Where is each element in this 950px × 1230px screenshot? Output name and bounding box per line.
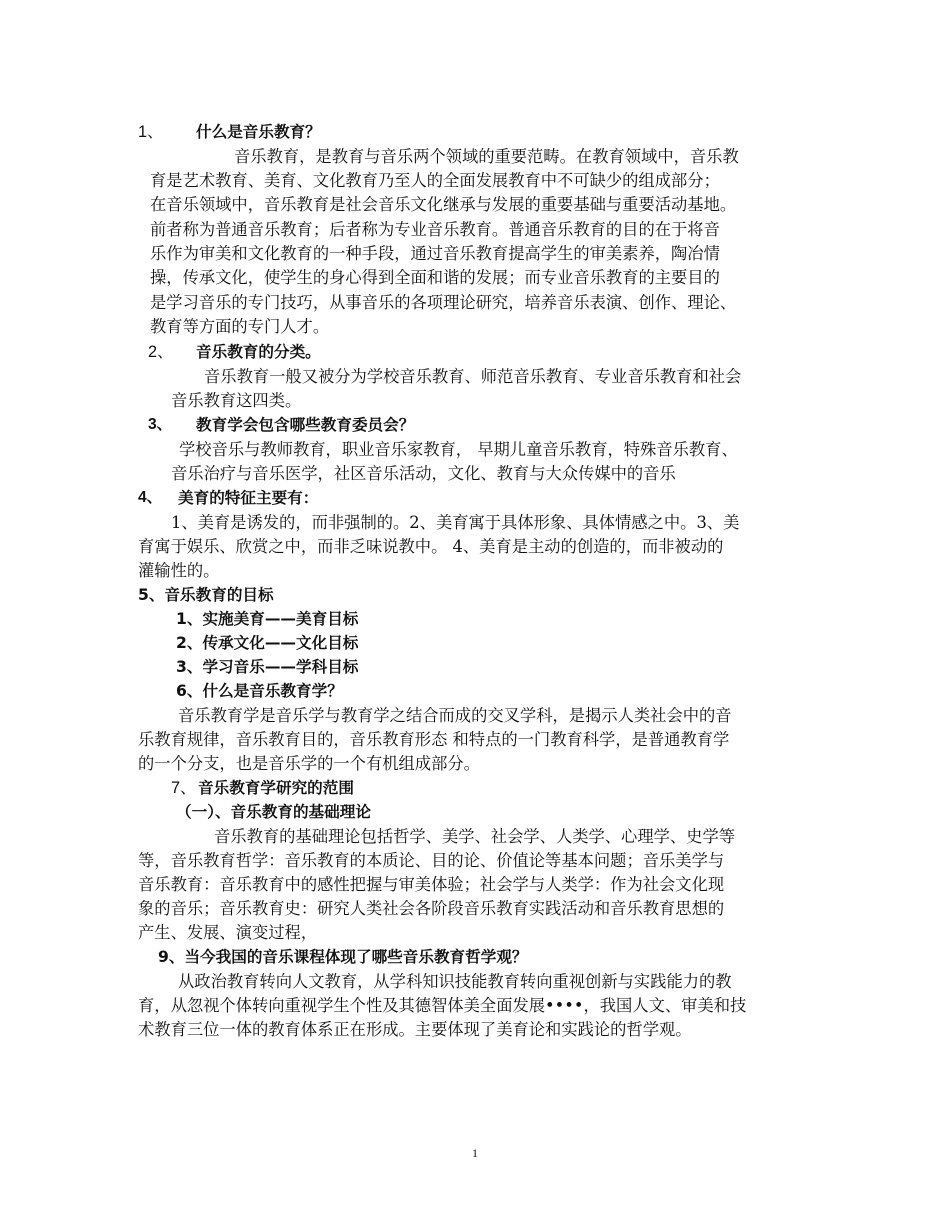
s7-line-3: 音乐教育：音乐教育中的感性把握与审美体验；社会学与人类学：作为社会文化现 [138, 875, 725, 894]
s9-line-1: 从政治教育转向人文教育，从学科知识技能教育转向重视创新与实践能力的教 [178, 972, 732, 991]
s2-number: 2、 [148, 343, 174, 361]
s7-line-1: 音乐教育的基础理论包括哲学、美学、社会学、人类学、心理学、史学等 [214, 827, 736, 846]
s1-line-1: 音乐教育，是教育与音乐两个领域的重要范畴。在教育领域中，音乐教 [234, 147, 739, 166]
s6-line-2: 乐教育规律，音乐教育目的，音乐教育形态 和特点的一门教育科学，是普通教育学 [138, 730, 730, 749]
s1-line-2: 育是艺术教育、美育、文化教育乃至人的全面发展教育中不可缺少的组成部分； [150, 171, 720, 190]
s1-heading: 什么是音乐教育？ [196, 123, 321, 141]
s6-heading: 6、什么是音乐教育学？ [176, 682, 343, 700]
s3-line-1: 学校音乐与教师教育，职业音乐家教育， 早期儿童音乐教育，特殊音乐教育、 [179, 440, 738, 459]
s3-line-2: 音乐治疗与音乐医学，社区音乐活动，文化、教育与大众传媒中的音乐 [171, 464, 676, 483]
s6-line-3: 的一个分支，也是音乐学的一个有机组成部分。 [138, 754, 480, 773]
s9-heading: 9、当今我国的音乐课程体现了哪些音乐教育哲学观？ [158, 948, 528, 966]
s4-heading: 美育的特征主要有： [178, 489, 319, 507]
s4-number: 4、 [138, 489, 163, 506]
s1-line-4: 前者称为普通音乐教育；后者称为专业音乐教育。普通音乐教育的目的在于将音 [150, 220, 720, 239]
s1-line-8: 教育等方面的专门人才。 [150, 317, 330, 336]
s9-line-3: 术教育三位一体的教育体系正在形成。主要体现了美育论和实践论的哲学观。 [138, 1020, 692, 1039]
s7-subheading: （一）、音乐教育的基础理论 [176, 803, 371, 821]
s4-line-3: 灌输性的。 [138, 561, 220, 580]
s7-line-2: 等，音乐教育哲学：音乐教育的本质论、目的论、价值论等基本问题；音乐美学与 [138, 851, 725, 870]
page-number: 1 [472, 1146, 478, 1160]
s5-heading: 5、音乐教育的目标 [138, 586, 274, 604]
s3-number: 3、 [148, 416, 173, 433]
s4-line-2: 育寓于娱乐、欣赏之中，而非乏味说教中。 4、美育是主动的创造的，而非被动的 [138, 537, 724, 556]
s1-line-6: 操，传承文化，使学生的身心得到全面和谐的发展；而专业音乐教育的主要目的 [150, 268, 720, 287]
s7-number: 7、 [171, 779, 197, 797]
s1-line-7: 是学习音乐的专门技巧，从事音乐的各项理论研究，培养音乐表演、创作、理论、 [150, 293, 737, 312]
s1-line-5: 乐作为审美和文化教育的一种手段，通过音乐教育提高学生的审美素养，陶冶情 [150, 244, 720, 263]
s5-goal-1: 1、实施美育——美育目标 [176, 610, 359, 628]
s4-line-1: 1、美育是诱发的，而非强制的。2、美育寓于具体形象、具体情感之中。3、美 [171, 513, 740, 532]
s9-line-2: 育，从忽视个体转向重视学生个性及其德智体美全面发展••••，我国人文、审美和技 [138, 996, 747, 1015]
s7-heading: 音乐教育学研究的范围 [198, 779, 354, 797]
s2-line-2: 音乐教育这四类。 [171, 391, 302, 410]
s1-line-3: 在音乐领域中，音乐教育是社会音乐文化继承与发展的重要基础与重要活动基地。 [150, 195, 737, 214]
s7-line-4: 象的音乐；音乐教育史：研究人类社会各阶段音乐教育实践活动和音乐教育思想的 [138, 899, 725, 918]
s2-heading: 音乐教育的分类。 [196, 343, 321, 361]
s3-heading: 教育学会包含哪些教育委员会？ [196, 416, 415, 434]
s5-goal-2: 2、传承文化——文化目标 [176, 634, 359, 652]
s5-goal-3: 3、学习音乐——学科目标 [176, 658, 359, 676]
s6-line-1: 音乐教育学是音乐学与教育学之结合而成的交叉学科，是揭示人类社会中的音 [178, 706, 732, 725]
s2-line-1: 音乐教育一般又被分为学校音乐教育、师范音乐教育、专业音乐教育和社会 [204, 367, 742, 386]
s1-number: 1、 [138, 123, 164, 141]
s7-line-5: 产生、发展、演变过程， [138, 923, 318, 942]
